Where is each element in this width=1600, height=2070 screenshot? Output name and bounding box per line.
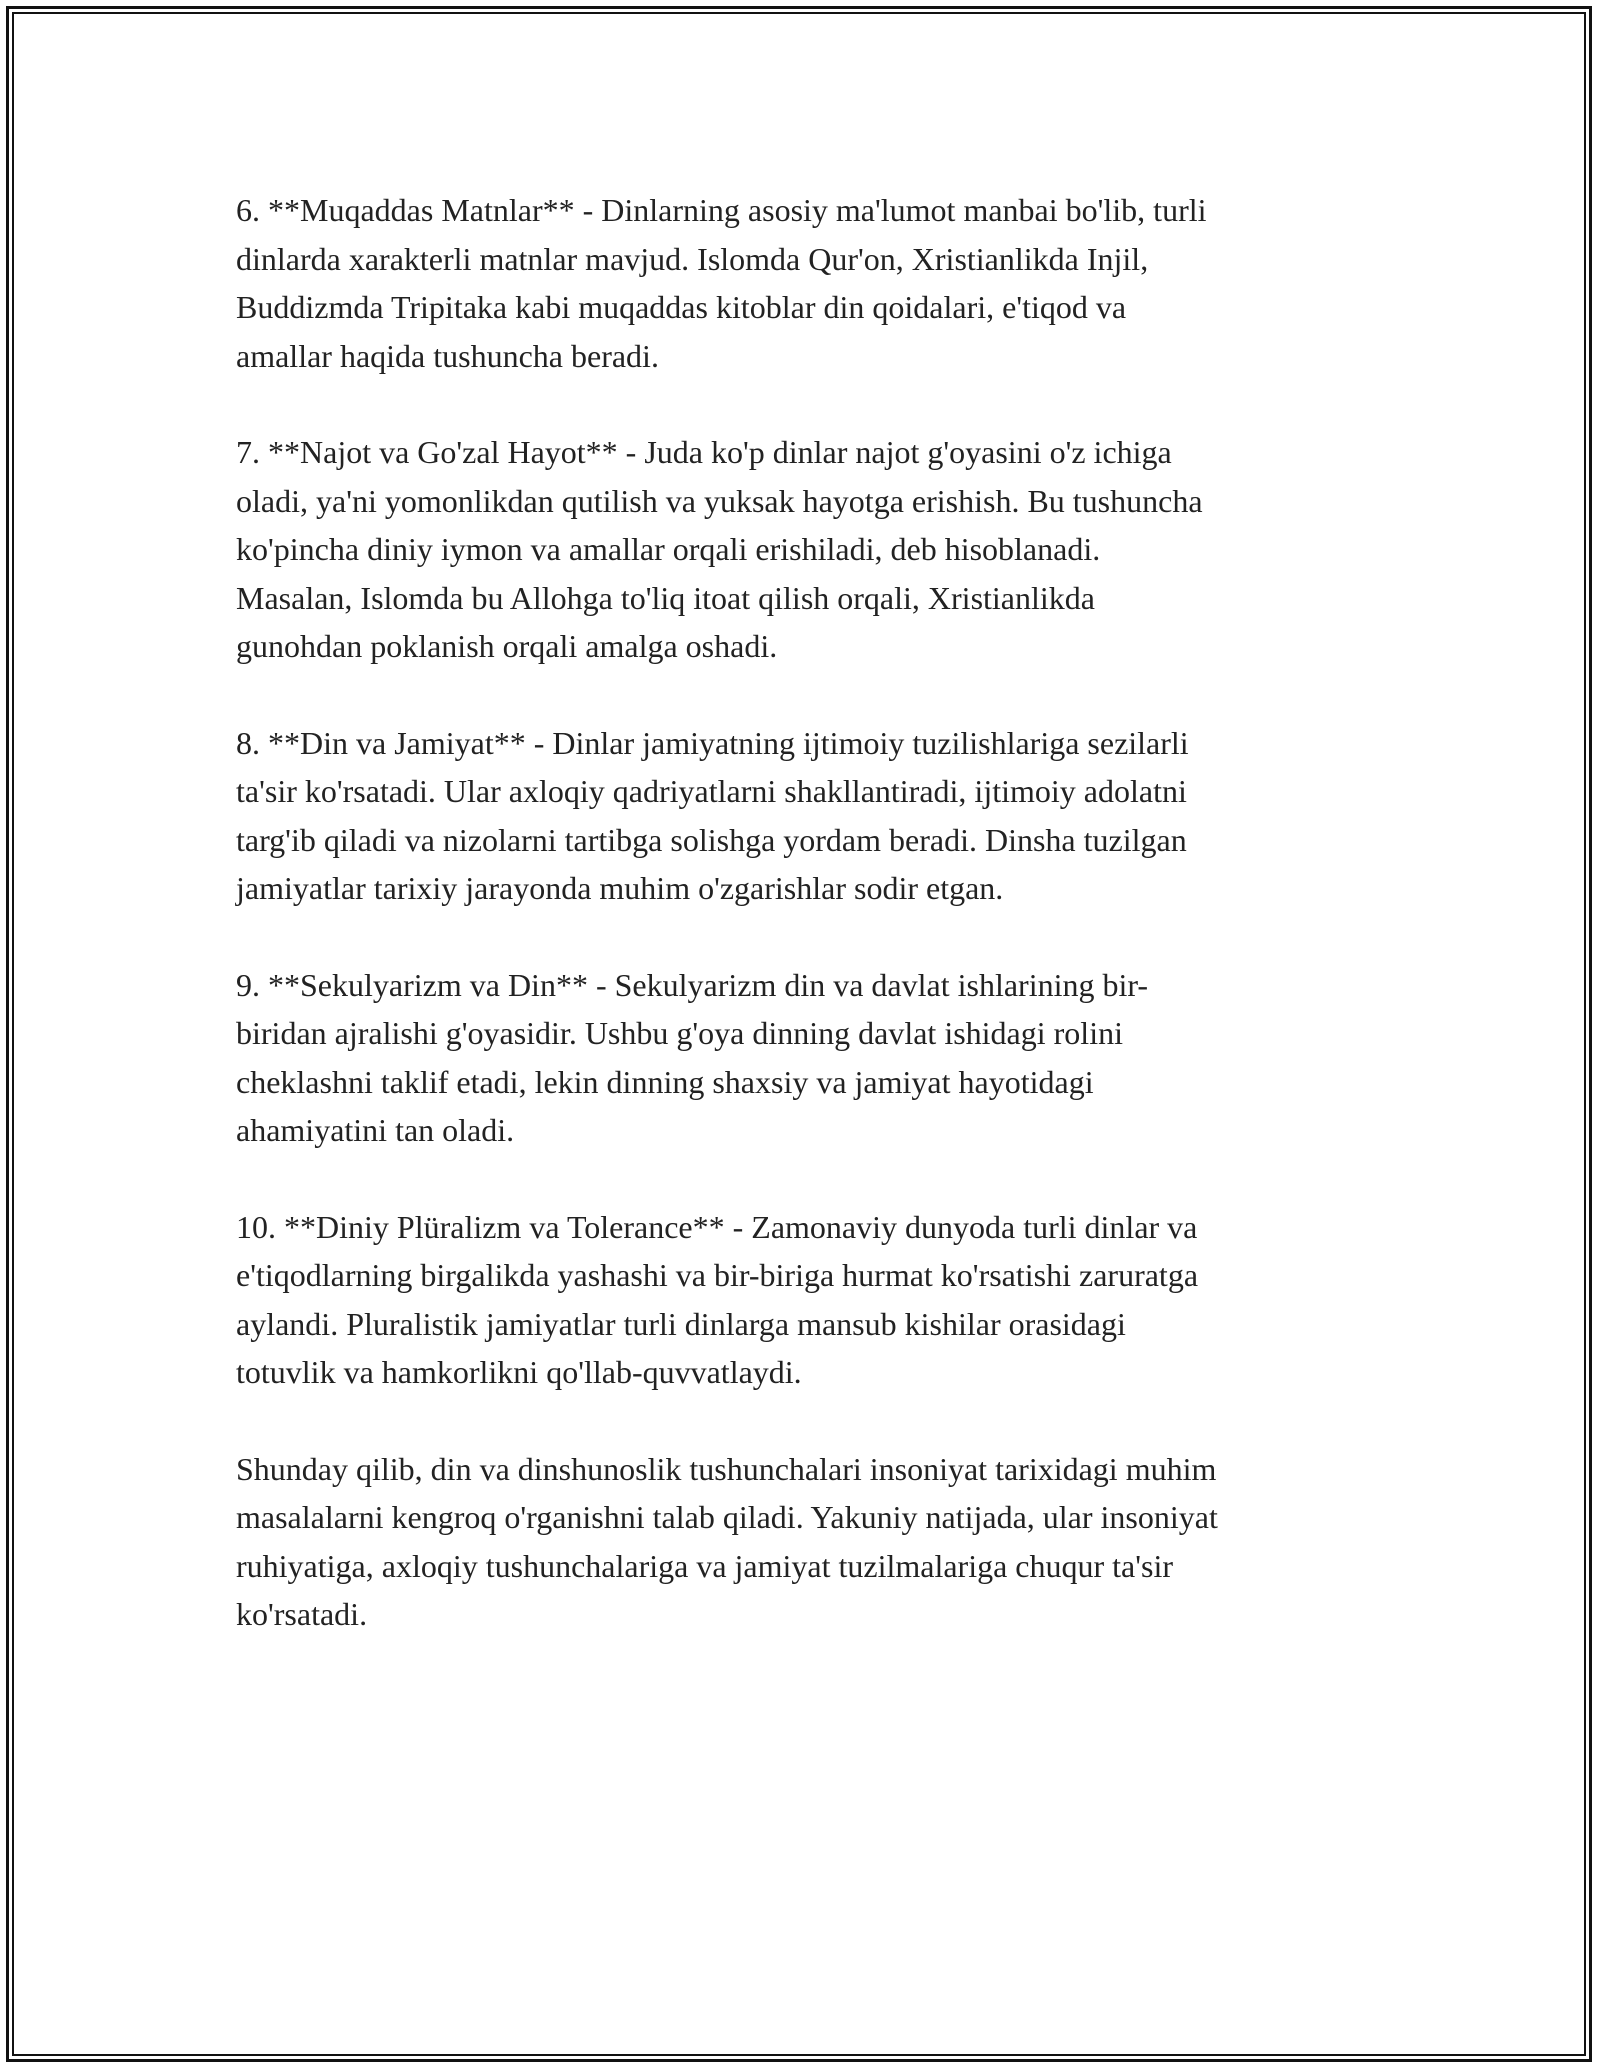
text-line: totuvlik va hamkorlikni qo'llab-quvvatlaydi.	[236, 1354, 802, 1390]
paragraph-pluralism	[236, 1203, 1376, 1397]
text-line: ahamiyatini tan oladi.	[236, 1112, 515, 1148]
text-line: e'tiqodlarning birgalikda yashashi va bir-biriga hurmat ko'rsatishi zaruratga	[236, 1257, 1199, 1293]
text-line: 10. **Diniy Plüralizm va Tolerance** - Zamonaviy dunyoda turli dinlar va	[236, 1208, 1198, 1245]
text-line: 8. **Din va Jamiyat** - Dinlar jamiyatning ijtimoiy tuzilishlariga sezilarli	[236, 724, 1189, 761]
text-line: 6. **Muqaddas Matnlar** - Dinlarning asosiy ma'lumot manbai bo'lib, turli	[236, 192, 1207, 228]
document-body	[236, 186, 1376, 1639]
text-line: ta'sir ko'rsatadi. Ular axloqiy qadriyatlarni shakllantiradi, ijtimoiy adolatni	[236, 773, 1187, 809]
text-line: ko'rsatadi.	[236, 1596, 368, 1632]
text-line: 9. **Sekulyarizm va Din** - Sekulyarizm din va davlat ishlarining bir-	[236, 966, 1149, 1003]
text-line: Masalan, Islomda bu Allohga to'liq itoat qilish orqali, Xristianlikda	[236, 579, 1095, 616]
text-line: ko'pincha diniy iymon va amallar orqali erishiladi, deb hisoblanadi.	[236, 531, 1101, 567]
text-line: gunohdan poklanish orqali amalga oshadi.	[236, 628, 778, 664]
text-line: biridan ajralishi g'oyasidir. Ushbu g'oya dinning davlat ishidagi rolini	[236, 1015, 1123, 1051]
text-line: cheklashni taklif etadi, lekin dinning shaxsiy va jamiyat hayotidagi	[236, 1063, 1094, 1100]
text-line: 7. **Najot va Go'zal Hayot** - Juda ko'p dinlar najot g'oyasini o'z ichiga	[236, 434, 1172, 470]
paragraph-sacred-texts	[236, 186, 1376, 380]
paragraph-religion-society	[236, 719, 1376, 913]
text-line: aylandi. Pluralistik jamiyatlar turli dinlarga mansub kishilar orasidagi	[236, 1305, 1126, 1342]
text-line: ruhiyatiga, axloqiy tushunchalariga va jamiyat tuzilmalariga chuqur ta'sir	[236, 1547, 1174, 1584]
text-line: oladi, ya'ni yomonlikdan qutilish va yuksak hayotga erishish. Bu tushuncha	[236, 482, 1203, 519]
text-line: jamiyatlar tarixiy jarayonda muhim o'zgarishlar sodir etgan.	[236, 870, 1004, 906]
paragraph-salvation	[236, 428, 1376, 671]
text-line: amallar haqida tushuncha beradi.	[236, 337, 659, 374]
text-line: targ'ib qiladi va nizolarni tartibga solishga yordam beradi. Dinsha tuzilgan	[236, 821, 1187, 858]
paragraph-secularism	[236, 961, 1376, 1155]
text-line: dinlarda xarakterli matnlar mavjud. Islomda Qur'on, Xristianlikda Injil,	[236, 240, 1149, 277]
text-line: Shunday qilib, din va dinshunoslik tushunchalari insoniyat tarixidagi muhim	[236, 1450, 1217, 1487]
text-line: masalalarni kengroq o'rganishni talab qiladi. Yakuniy natijada, ular insoniyat	[236, 1499, 1218, 1535]
text-line: Buddizmda Tripitaka kabi muqaddas kitoblar din qoidalari, e'tiqod va	[236, 289, 1127, 325]
paragraph-conclusion	[236, 1445, 1376, 1639]
